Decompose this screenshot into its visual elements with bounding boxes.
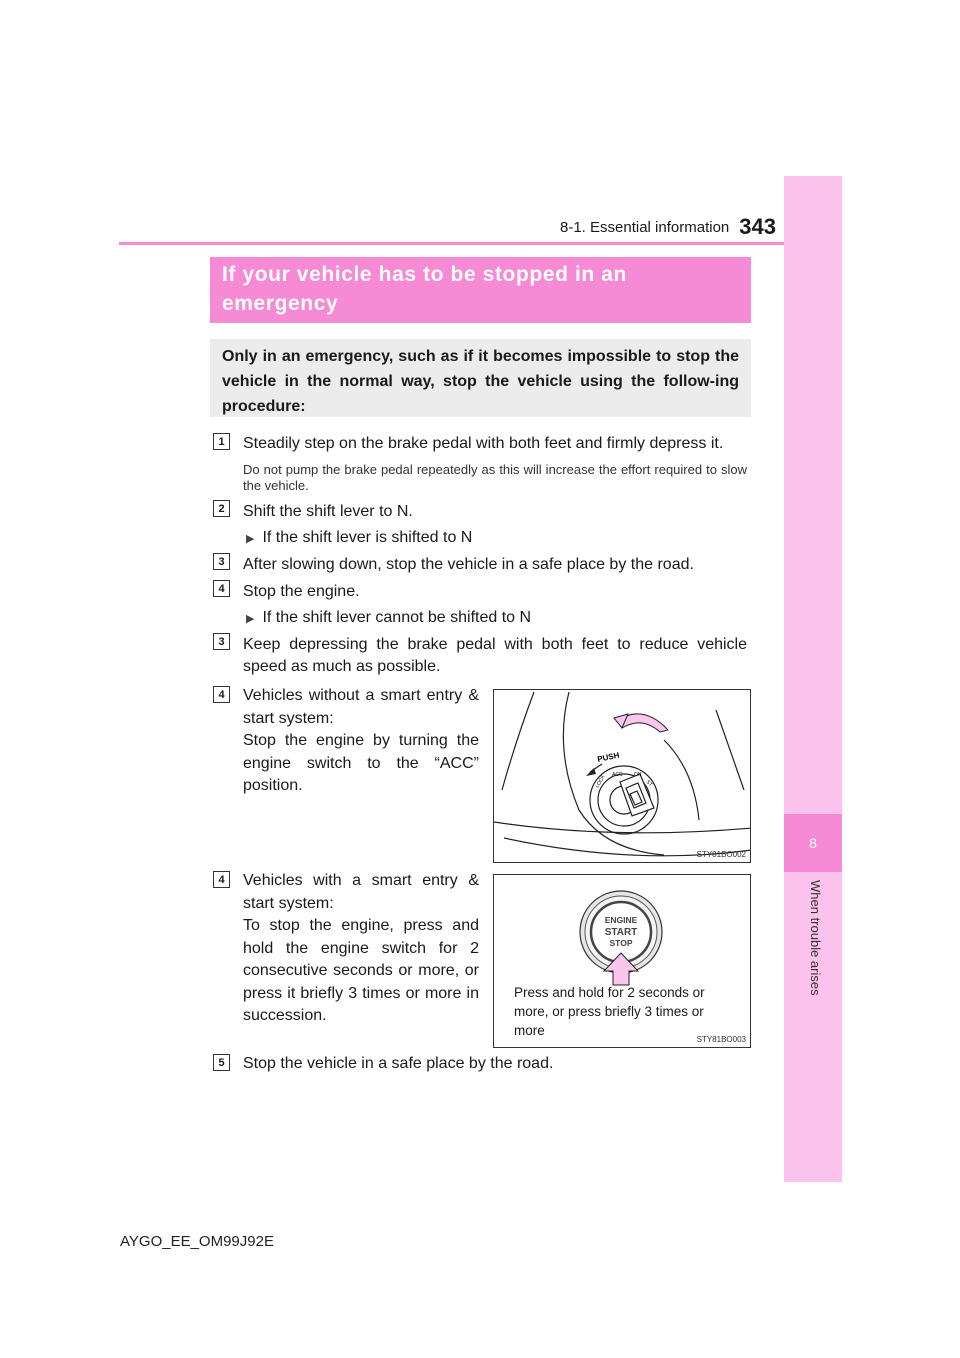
- start-label: ST: [644, 779, 654, 788]
- ignition-key-illustration: [494, 690, 751, 863]
- lock-label: LOCK: [594, 774, 607, 789]
- intro-box: Only in an emergency, such as if it becomes impossible to stop the vehicle in the normal way, stop the vehicle using the follow-ing procedure:: [210, 339, 751, 417]
- step-5-text: Stop the vehicle in a safe place by the road.: [243, 1055, 554, 1072]
- case-b-text: If the shift lever cannot be shifted to N: [262, 609, 532, 626]
- step-1-note: Do not pump the brake pedal repeatedly as this will increase the effort required to slow the vehicle.: [243, 462, 747, 493]
- page-number: 343: [739, 214, 776, 239]
- heading-line-1: If your vehicle has to be stopped in an: [222, 263, 627, 286]
- step-badge-1: 1: [213, 433, 230, 450]
- section-heading: [210, 257, 751, 323]
- section-title: 8-1. Essential information: [560, 219, 730, 236]
- ignition-key-figure: [493, 689, 751, 863]
- manual-code: AYGO_EE_OM99J92E: [120, 1233, 274, 1250]
- step-badge-4c: 4: [213, 871, 230, 888]
- figure-1-code: STY81BO002: [696, 850, 746, 859]
- step-2-text: Shift the shift lever to N.: [243, 503, 413, 520]
- chapter-label-box: [801, 880, 831, 1080]
- step-badge-2: 2: [213, 500, 230, 517]
- push-label: PUSH: [596, 750, 621, 764]
- triangle-bullet-icon: ▶: [246, 533, 255, 545]
- chapter-label: When trouble arises: [808, 880, 823, 996]
- step-badge-3b: 3: [213, 633, 230, 650]
- step-4c-text: Vehicles with a smart entry & start system: To stop the engine, press and hold the engine switch for 2 consecutive seconds or more, or press it briefly 3 times or more in succession.: [243, 872, 479, 1024]
- chapter-number-tab: 8: [784, 814, 842, 872]
- step-badge-3a: 3: [213, 553, 230, 570]
- figure-2-caption: Press and hold for 2 seconds or more, or press briefly 3 times or more: [514, 985, 705, 1038]
- step-badge-4a: 4: [213, 580, 230, 597]
- step-badge-4b: 4: [213, 686, 230, 703]
- step-1-text: Steadily step on the brake pedal with both feet and firmly depress it.: [243, 435, 724, 452]
- acc-label: ACC: [612, 772, 623, 778]
- button-text-start: START: [604, 927, 638, 938]
- step-3b-text: Keep depressing the brake pedal with both feet to reduce vehicle speed as much as possible.: [243, 636, 747, 675]
- button-text-engine: ENGINE: [604, 915, 638, 925]
- step-badge-5: 5: [213, 1054, 230, 1071]
- triangle-bullet-icon: ▶: [246, 613, 255, 625]
- step-4a-text: Stop the engine.: [243, 583, 360, 600]
- case-a-heading: [246, 527, 472, 550]
- on-label: ON: [634, 772, 642, 778]
- case-b-heading: [246, 607, 531, 630]
- header-rule: [119, 242, 784, 245]
- case-a-text: If the shift lever is shifted to N: [262, 529, 473, 546]
- engine-switch-figure: [493, 874, 751, 1048]
- step-3a-text: After slowing down, stop the vehicle in a safe place by the road.: [243, 556, 694, 573]
- figure-2-code: STY81BO003: [696, 1035, 746, 1044]
- button-text-stop: STOP: [609, 938, 633, 948]
- heading-line-2: emergency: [222, 292, 339, 315]
- step-4b-text: Vehicles without a smart entry & start system: Stop the engine by turning the engine switch to the “ACC” position.: [243, 687, 479, 794]
